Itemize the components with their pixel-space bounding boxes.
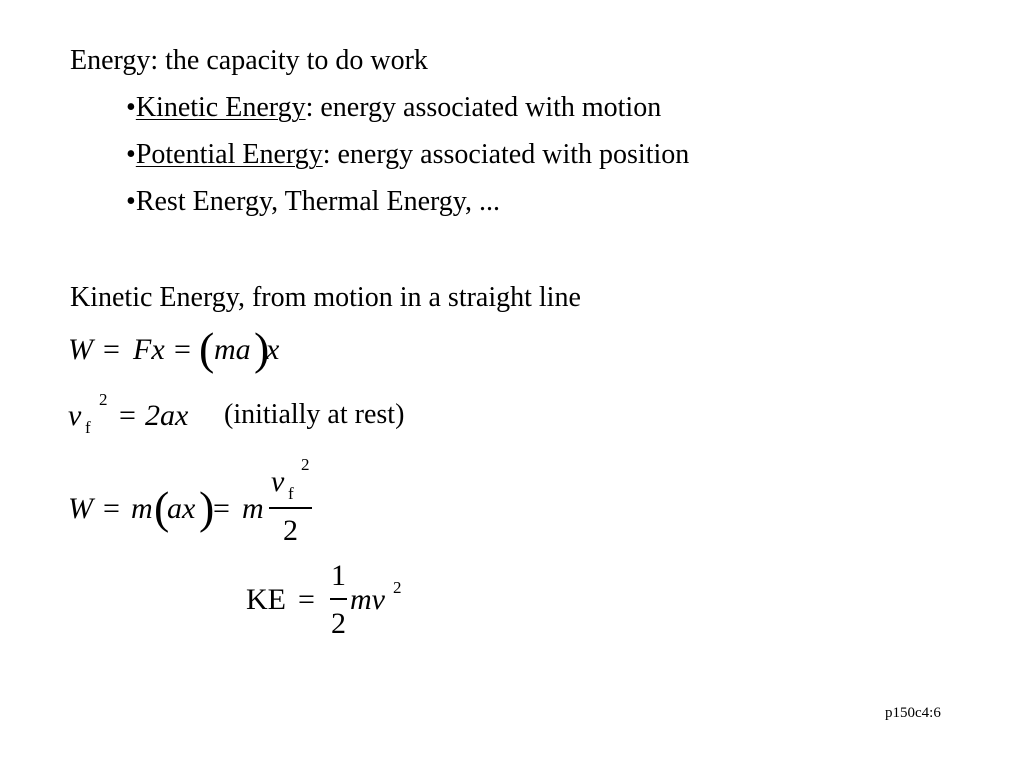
- eq3-fraction-bar: [269, 507, 312, 509]
- eq1-equals-b: =: [174, 333, 191, 366]
- ke-mv: mv: [350, 583, 385, 616]
- eq3-num-subscript: f: [288, 484, 294, 503]
- eq1-fx: Fx: [133, 333, 165, 366]
- eq3-m2: m: [242, 492, 264, 525]
- ke-numerator: 1: [331, 559, 346, 592]
- eq3-denominator: 2: [283, 514, 298, 547]
- bullet-mark: •: [126, 186, 136, 217]
- eq3-right-paren: ): [199, 482, 215, 533]
- eq2-subscript: f: [85, 418, 91, 437]
- eq3-equals-a: =: [103, 492, 120, 525]
- bullet-potential: [126, 141, 689, 169]
- eq3-left-paren: (: [154, 482, 170, 533]
- ke-superscript: 2: [393, 578, 402, 597]
- potential-energy-desc: : energy associated with position: [322, 139, 690, 170]
- eq1-left-paren: (: [199, 323, 215, 374]
- eq3-m1: m: [131, 492, 153, 525]
- kinetic-energy-term: Kinetic Energy: [135, 92, 306, 123]
- eq3-num-v: v: [271, 465, 285, 498]
- eq2-equals: =: [119, 399, 136, 432]
- eq1-equals-a: =: [103, 333, 120, 366]
- eq1-w: W: [68, 333, 93, 366]
- eq2-rhs: 2ax: [145, 399, 189, 432]
- eq2-note: (initially at rest): [224, 399, 405, 430]
- bullet-kinetic: [126, 94, 661, 122]
- ke-fraction-bar: [330, 598, 347, 600]
- bullet-other: [126, 188, 500, 216]
- eq3-w: W: [68, 492, 93, 525]
- eq2-superscript: 2: [99, 390, 108, 409]
- kinetic-energy-desc: : energy associated with motion: [305, 92, 662, 123]
- eq3-ax: ax: [167, 492, 196, 525]
- ke-denominator: 2: [331, 607, 346, 640]
- ke-lhs: KE: [246, 583, 286, 616]
- eq1-x: x: [266, 333, 280, 366]
- eq3-equals-b: =: [213, 492, 230, 525]
- eq3-num-superscript: 2: [301, 455, 310, 474]
- subheading: Kinetic Energy, from motion in a straight line: [70, 282, 581, 313]
- bullet-mark: •: [126, 92, 136, 123]
- other-energy-desc: Rest Energy, Thermal Energy, ...: [135, 186, 500, 217]
- title-line: Energy: the capacity to do work: [70, 45, 428, 76]
- bullet-mark: •: [126, 139, 136, 170]
- eq1-ma: ma: [214, 333, 251, 366]
- potential-energy-term: Potential Energy: [135, 139, 323, 170]
- eq2-v: v: [68, 399, 82, 432]
- eq1-right-paren: ): [254, 323, 270, 374]
- page-footer: p150c4:6: [885, 705, 941, 721]
- ke-equals: =: [298, 583, 315, 616]
